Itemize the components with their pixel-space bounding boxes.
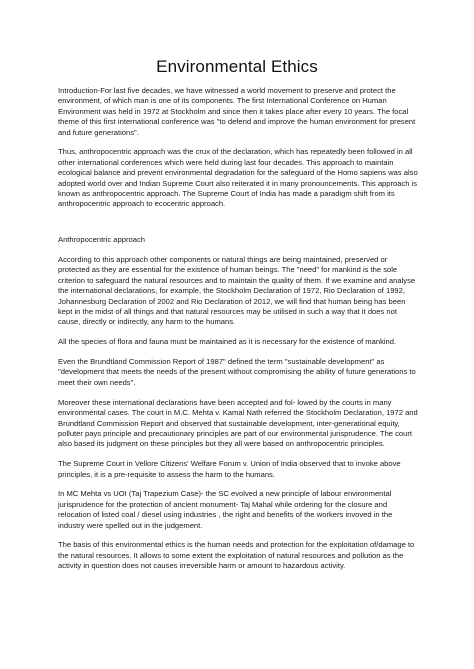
paragraph-flora-fauna: All the species of flora and fauna must be maintained as it is necessary for the existence of mankind. xyxy=(58,337,397,347)
document-title: Environmental Ethics xyxy=(156,57,318,76)
section-spacer xyxy=(58,219,420,235)
paragraph-brundtland: Even the Brundtland Commission Report of 1987" defined the term "sustainable development" as "development that meets the needs of the present without compromising the ability of future generations to meet their own needs". xyxy=(58,357,416,387)
paragraph-taj-trapezium: In MC Mehta vs UOI (Taj Trapezium Case)- the SC evolved a new principle of labour environmental jurisprudence for the protection of ancient monument- Taj Mahal while ordering for the closure and relocation of listed coal / diesel using industries , the right and benefits of the workers invoved in the industry were spelled out in the judgement. xyxy=(58,489,393,530)
paragraph-vellore-citizens: The Supreme Court in Vellore Citizens' Welfare Forum v. Union of India observed that to invoke above principles, it is a pre-requisite to assess the harm to the humans. xyxy=(58,459,401,479)
paragraph-introduction: Introduction-For last five decades, we have witnessed a world movement to preserve and protect the environment, of which man is one of its components. The first International Conference on Human Environment was held in 1972 at Stockholm and since then it takes place after every 10 years. The focal theme of this first international conference was "to defend and improve the human environment for present and future generations". xyxy=(58,86,416,137)
paragraph-anthropocentric-crux: Thus, anthropocentric approach was the crux of the declaration, which has repeatedly been followed in all other international conferences which were held during last four decades. This approach to maintain ecological balance and prevent environmental degradation for the safeguard of the Homo sapiens was also adopted world over and Indian Supreme Court also reiterated it in many pronouncements. This approach is known as anthropocentric approach. The Supreme Court of India has made a paradigm shift from its anthropocentric approach to ecocentric approach. xyxy=(58,147,418,209)
section-heading: Anthropocentric approach xyxy=(58,235,145,245)
paragraph-approach-definition: According to this approach other components or natural things are being maintained, preserved or protected as they are essential for the existence of human beings. The "need" for mankind is the sole criterion to safeguard the natural resources and to maintain the quality of them. If we examine and analyse the international declarations, for example, the Stockholm Declaration of 1972, Rio Declaration of 1992, Johannesburg Declaration of 2002 and Rio Declaration of 2012, we will find that human being has been kept in the midst of all things and that natural resources may be utilised in such a way that it does not cause, directly or indirectly, any harm to the humans. xyxy=(58,255,416,327)
paragraph-court-declarations: Moreover these international declarations have been accepted and fol- lowed by the courts in many environmental cases. The court in M.C. Mehta v. Kamal Nath referred the Stockholm Declaration, 1972 and Brundtland Commission Report and observed that sustainable development, inter-generational equity, polluter pays principle and precautionary principles are part of our environmental jurisprudence. The court also based its judgment on these principles but they all were based on anthropocentric principles. xyxy=(58,397,418,449)
paragraph-ethics-basis: The basis of this environmental ethics is the human needs and protection for the exploitation of/damage to the natural resources. It allows to some extent the exploitation of natural resources and pollution as the activity in question does not causes irreversible harm or amount to hazardous activity. xyxy=(58,540,415,571)
document-body xyxy=(58,86,420,581)
